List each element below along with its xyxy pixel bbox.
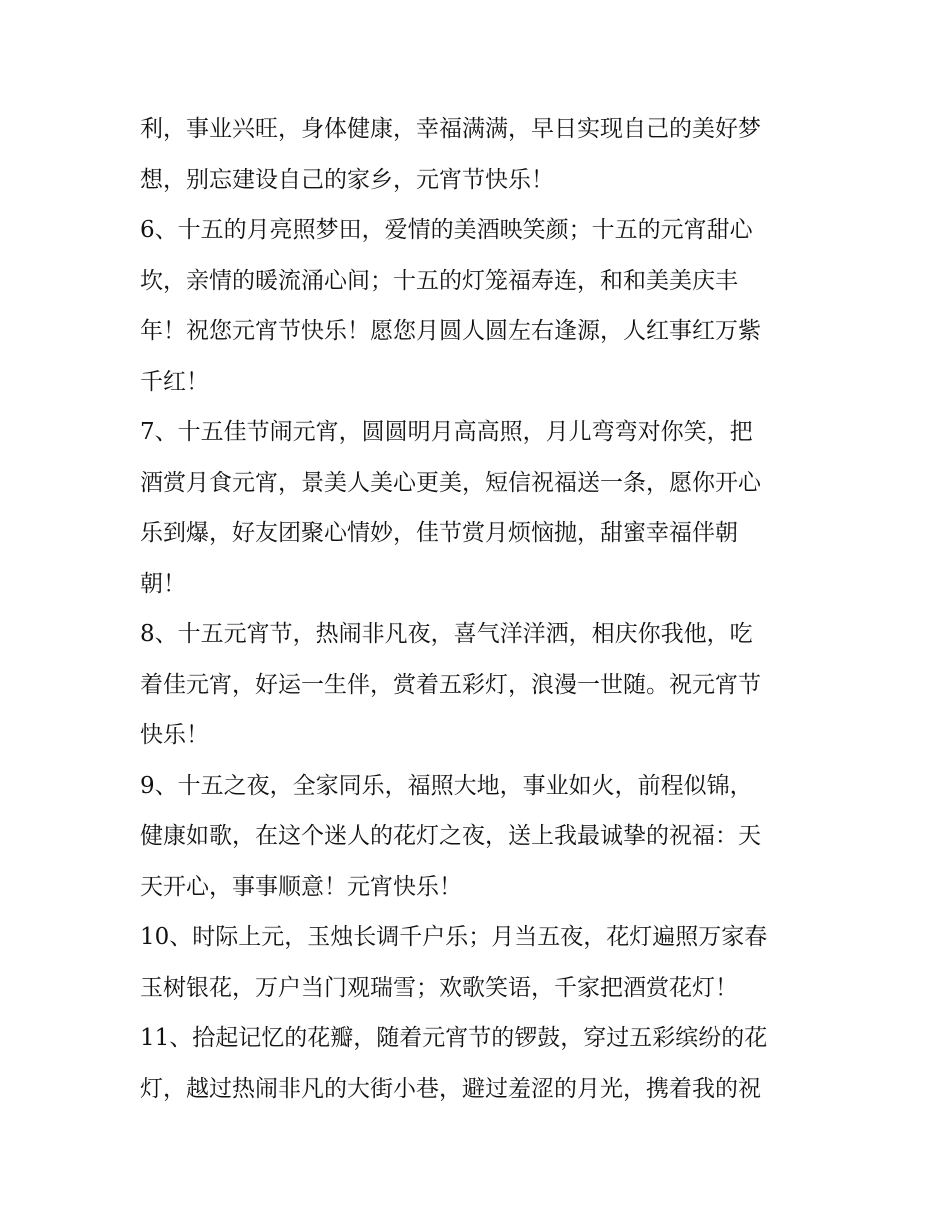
text-line: 天开心，事事顺意！元宵快乐！: [140, 873, 462, 900]
text-line: 利，事业兴旺，身体健康，幸福满满，早日实现自己的美好梦: [140, 116, 761, 142]
text-line: 千红！: [140, 368, 209, 395]
text-line: 6、十五的月亮照梦田，爱情的美酒映笑颜；十五的元宵甜心: [140, 217, 753, 243]
text-line: 玉树银花，万户当门观瑞雪；欢歌笑语，千家把酒赏花灯！: [140, 974, 738, 1001]
text-line: 着佳元宵，好运一生伴，赏着五彩灯，浪漫一世随。祝元宵节: [140, 671, 761, 698]
text-line: 想，别忘建设自己的家乡，元宵节快乐！: [140, 166, 554, 193]
text-line: 快乐！: [140, 722, 209, 748]
text-line: 健康如歌，在这个迷人的花灯之夜，送上我最诚挚的祝福：天: [140, 823, 761, 849]
text-line: 灯，越过热闹非凡的大街小巷，避过羞涩的月光，携着我的祝: [140, 1075, 761, 1102]
text-line: 酒赏月食元宵，景美人美心更美，短信祝福送一条，愿你开心: [140, 469, 761, 496]
text-line: 7、十五佳节闹元宵，圆圆明月高高照，月儿弯弯对你笑，把: [140, 419, 753, 445]
text-line: 坎，亲情的暖流涌心间；十五的灯笼福寿连，和和美美庆丰: [140, 267, 738, 294]
text-line: 9、十五之夜，全家同乐，福照大地，事业如火，前程似锦，: [140, 772, 753, 799]
text-line: 11、拾起记忆的花瓣，随着元宵节的锣鼓，穿过五彩缤纷的花: [140, 1025, 768, 1051]
text-line: 年！祝您元宵节快乐！愿您月圆人圆左右逢源，人红事红万紫: [140, 318, 761, 344]
text-line: 乐到爆，好友团聚心情妙，佳节赏月烦恼抛，甜蜜幸福伴朝: [140, 520, 738, 546]
document-body: [140, 104, 820, 1114]
text-line: 10、时际上元，玉烛长调千户乐；月当五夜，花灯遍照万家春: [140, 924, 768, 950]
text-line: 朝！: [140, 570, 186, 597]
text-line: 8、十五元宵节，热闹非凡夜，喜气洋洋洒，相庆你我他，吃: [140, 621, 753, 647]
